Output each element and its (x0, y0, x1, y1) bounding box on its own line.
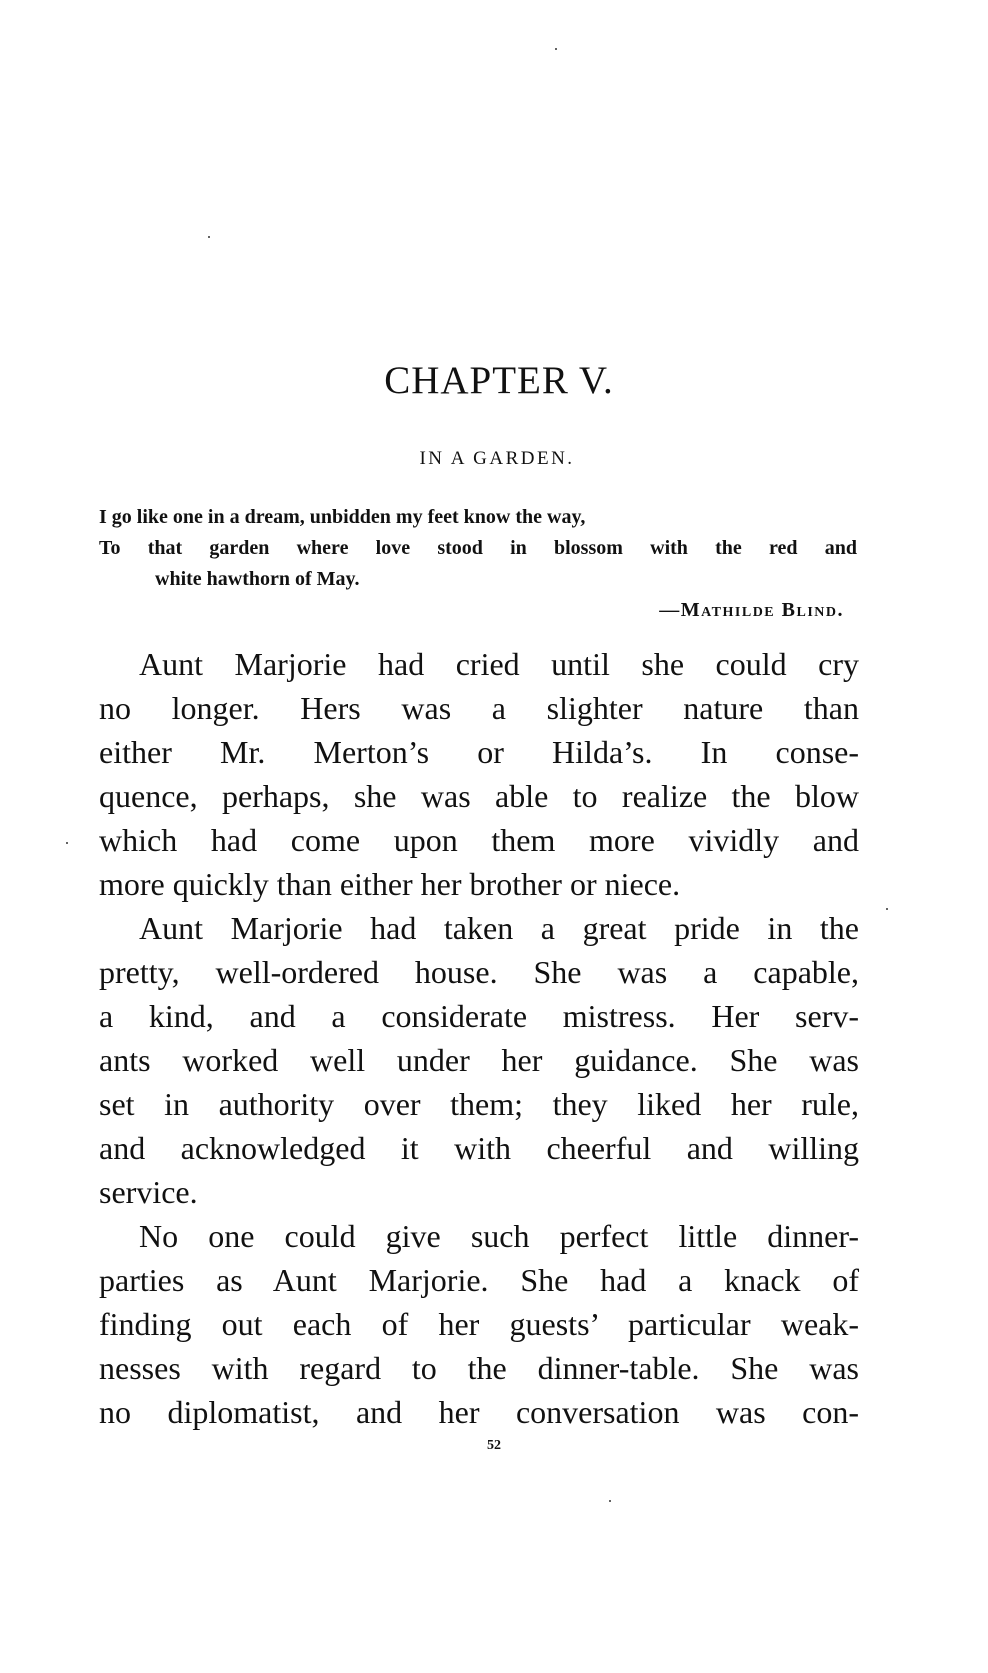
print-speck (609, 1500, 611, 1502)
text-line: quence, perhaps, she was able to realize the blow (99, 778, 859, 814)
epigraph-line: I go like one in a dream, unbidden my feet know the way, (99, 506, 586, 528)
text-line: No one could give such perfect little dinner- (139, 1218, 859, 1254)
text-line: set in authority over them; they liked her rule, (99, 1086, 859, 1122)
text-line: nesses with regard to the dinner-table. She was (99, 1350, 859, 1386)
text-line: service. (99, 1174, 198, 1210)
text-line: Aunt Marjorie had cried until she could cry (139, 646, 859, 682)
text-line: a kind, and a considerate mistress. Her serv- (99, 998, 859, 1034)
text-line: ants worked well under her guidance. She was (99, 1042, 859, 1078)
page-number: 52 (487, 1438, 501, 1453)
chapter-subtitle: IN A GARDEN. (419, 448, 575, 469)
text-line: either Mr. Merton’s or Hilda’s. In conse- (99, 734, 859, 770)
text-line: parties as Aunt Marjorie. She had a knack of (99, 1262, 859, 1298)
print-speck (66, 842, 68, 844)
text-line: more quickly than either her brother or niece. (99, 866, 681, 902)
epigraph (99, 502, 859, 626)
epigraph-line: white hawthorn of May. (155, 568, 360, 590)
print-speck (886, 908, 888, 910)
text-line: Aunt Marjorie had taken a great pride in the (139, 910, 859, 946)
text-line: pretty, well-ordered house. She was a capable, (99, 954, 859, 990)
text-line: which had come upon them more vividly and (99, 822, 859, 858)
print-speck (208, 236, 210, 238)
chapter-title: CHAPTER V. (384, 359, 614, 402)
text-line: and acknowledged it with cheerful and willing (99, 1130, 859, 1166)
epigraph-attribution: —Mathilde Blind. (659, 599, 844, 621)
text-line: no diplomatist, and her conversation was con- (99, 1394, 859, 1430)
text-line: finding out each of her guests’ particular weak- (99, 1306, 859, 1342)
body-text (99, 642, 859, 1434)
text-line: no longer. Hers was a slighter nature than (99, 690, 859, 726)
print-speck (555, 48, 557, 50)
epigraph-line: To that garden where love stood in blossom with the red and (99, 537, 857, 559)
